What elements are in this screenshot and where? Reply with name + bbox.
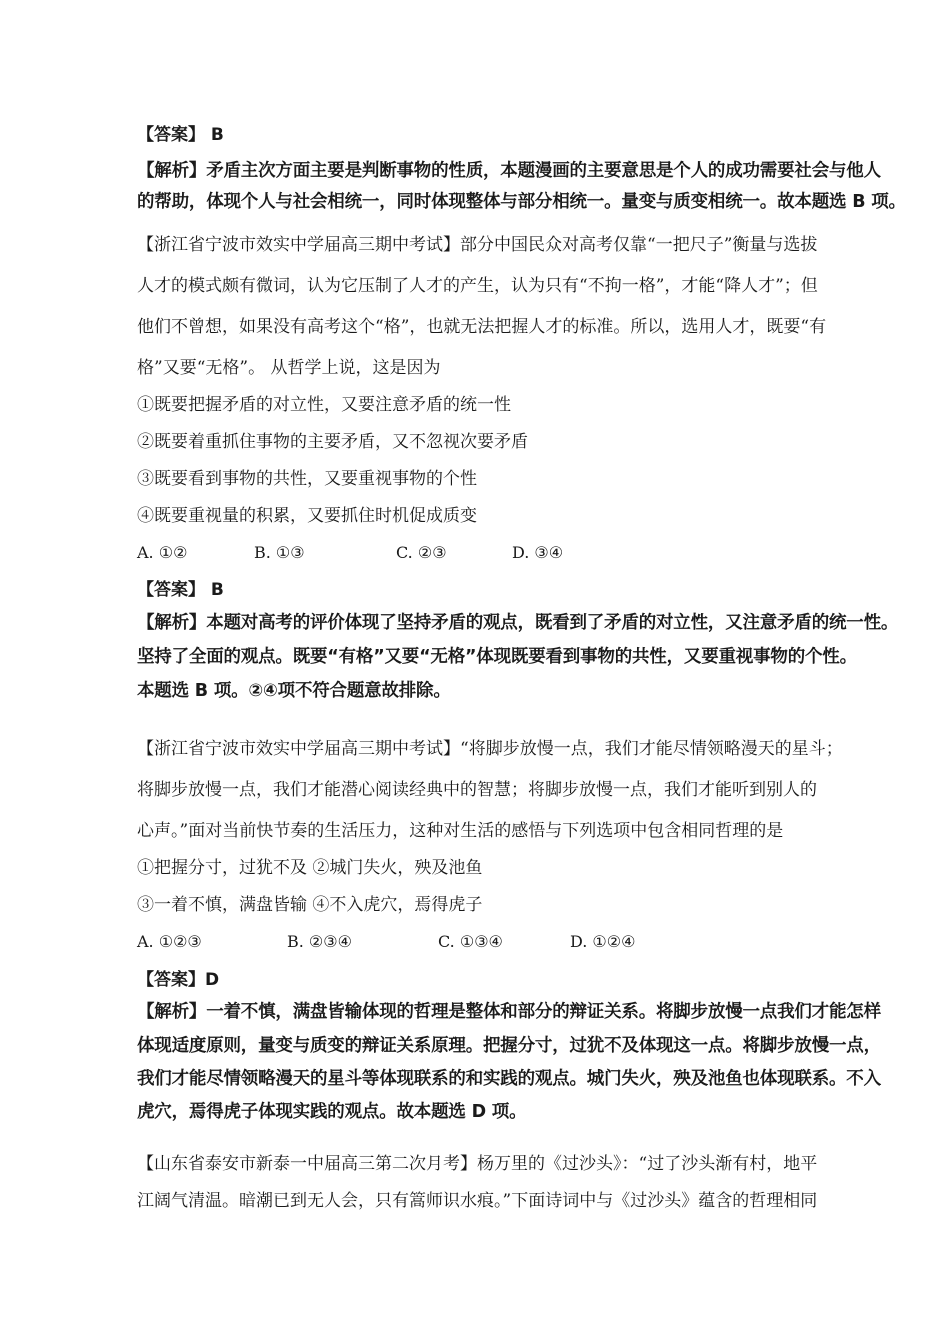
q3-statement-2: ③一着不慎，满盘皆输 ④不入虎穴，焉得虎子 [137, 895, 483, 915]
q2-answer: 【答案】 B [137, 580, 224, 600]
q1-analysis-line-2: 的帮助，体现个人与社会相统一，同时体现整体与部分相统一。量变与质变相统一。故本题选 B 项。 [137, 192, 906, 212]
q2-option-a: A. ①② [137, 543, 188, 562]
q3-option-c: C. ①③④ [438, 932, 503, 951]
q2-option-b: B. ①③ [254, 543, 305, 562]
q4-stem-line-1: 【山东省泰安市新泰一中届高三第二次月考】杨万里的《过沙头》：“过了沙头渐有村，地平 [137, 1154, 818, 1174]
q4-stem-line-2: 江阔气清温。暗潮已到无人会，只有篙师识水痕。”下面诗词中与《过沙头》蕴含的哲理相同 [137, 1191, 818, 1211]
q2-stem-line-2: 人才的模式颇有微词，认为它压制了人才的产生，认为只有“不拘一格”，才能“降人才”；但 [137, 276, 818, 296]
q3-option-b: B. ②③④ [287, 932, 352, 951]
q2-statement-1: ①既要把握矛盾的对立性，又要注意矛盾的统一性 [137, 395, 511, 415]
q2-option-d: D. ③④ [512, 543, 564, 562]
q2-analysis-line-2: 坚持了全面的观点。既要“有格”又要“无格”体现既要看到事物的共性，又要重视事物的个性。 [137, 647, 857, 667]
q2-analysis-line-3: 本题选 B 项。②④项不符合题意故排除。 [137, 681, 451, 701]
q2-analysis-line-1: 【解析】本题对高考的评价体现了坚持矛盾的观点，既看到了矛盾的对立性，又注意矛盾的统一性。 [137, 613, 899, 633]
q3-analysis-line-1: 【解析】一着不慎，满盘皆输体现的哲理是整体和部分的辩证关系。将脚步放慢一点我们才能怎样 [137, 1002, 881, 1022]
q3-analysis-line-2: 体现适度原则，量变与质变的辩证关系原理。把握分寸，过犹不及体现这一点。将脚步放慢一点， [137, 1036, 881, 1056]
q3-stem-line-2: 将脚步放慢一点，我们才能潜心阅读经典中的智慧；将脚步放慢一点，我们才能听到别人的 [137, 780, 817, 800]
q3-analysis-line-4: 虎穴，焉得虎子体现实践的观点。故本题选 D 项。 [137, 1102, 527, 1122]
q2-stem-line-1: 【浙江省宁波市效实中学届高三期中考试】部分中国民众对高考仅靠“一把尺子”衡量与选拔 [137, 235, 818, 255]
q3-option-d: D. ①②④ [570, 932, 636, 951]
q2-stem-line-4: 格”又要“无格”。 从哲学上说，这是因为 [137, 358, 441, 378]
q3-stem-line-3: 心声。”面对当前快节奏的生活压力，这种对生活的感悟与下列选项中包含相同哲理的是 [137, 821, 784, 841]
q2-statement-4: ④既要重视量的积累，又要抓住时机促成质变 [137, 506, 477, 526]
q2-stem-line-3: 他们不曾想，如果没有高考这个“格”，也就无法把握人才的标准。所以，选用人才，既要“有 [137, 317, 827, 337]
q2-statement-3: ③既要看到事物的共性，又要重视事物的个性 [137, 469, 477, 489]
q2-statement-2: ②既要着重抓住事物的主要矛盾，又不忽视次要矛盾 [137, 432, 528, 452]
q3-option-a: A. ①②③ [137, 932, 202, 951]
q3-stem-line-1: 【浙江省宁波市效实中学届高三期中考试】“将脚步放慢一点，我们才能尽情领略漫天的星斗； [137, 739, 843, 759]
q2-option-c: C. ②③ [396, 543, 447, 562]
q3-answer: 【答案】D [137, 970, 220, 990]
q1-analysis-line-1: 【解析】矛盾主次方面主要是判断事物的性质，本题漫画的主要意思是个人的成功需要社会与他人 [137, 161, 881, 181]
q3-statement-1: ①把握分寸，过犹不及 ②城门失火，殃及池鱼 [137, 858, 483, 878]
q3-analysis-line-3: 我们才能尽情领略漫天的星斗等体现联系的和实践的观点。城门失火，殃及池鱼也体现联系。不入 [137, 1069, 881, 1089]
q1-answer: 【答案】 B [137, 125, 224, 145]
